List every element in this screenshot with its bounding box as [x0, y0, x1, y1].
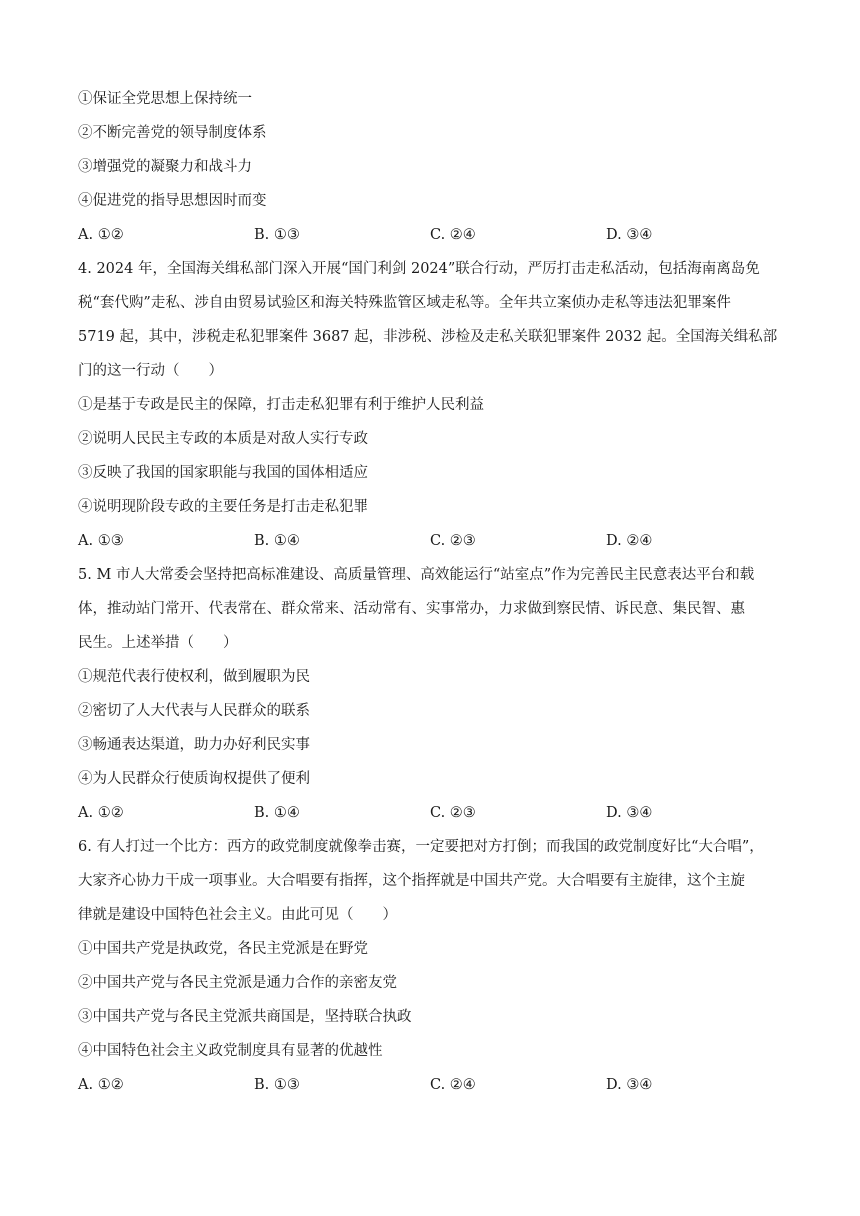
question-5-item-4: ④为人民群众行使质询权提供了便利 [78, 771, 310, 787]
question-3-option-d[interactable]: D. ③④ [606, 227, 653, 243]
question-5-stem-line: 5. M 市人大常委会坚持把高标准建设、高质量管理、高效能运行“站室点”作为完善民主民意表达平台和载 [78, 567, 755, 583]
question-3-options [78, 218, 784, 252]
question-6-stem-line: 大家齐心协力干成一项事业。大合唱要有指挥，这个指挥就是中国共产党。大合唱要有主旋律，这个主旋 [78, 873, 745, 889]
question-3-item-3: ③增强党的凝聚力和战斗力 [78, 159, 252, 175]
question-4-option-b[interactable]: B. ①④ [254, 533, 300, 549]
question-5-item-2: ②密切了人大代表与人民群众的联系 [78, 703, 310, 719]
question-4-stem-line: 门的这一行动（ ） [78, 363, 223, 379]
question-5 [78, 558, 784, 830]
question-6-option-b[interactable]: B. ①③ [254, 1077, 300, 1093]
question-4-stem-line: 5719 起，其中，涉税走私犯罪案件 3687 起，非涉税、涉检及走私关联犯罪案件 2032 起。全国海关缉私部 [78, 329, 778, 345]
question-5-options [78, 796, 784, 830]
question-3-item-4: ④促进党的指导思想因时而变 [78, 193, 267, 209]
question-5-option-a[interactable]: A. ①② [78, 805, 124, 821]
question-3-option-c[interactable]: C. ②④ [430, 227, 476, 243]
question-5-stem-line: 体，推动站门常开、代表常在、群众常来、活动常有、实事常办，力求做到察民情、诉民意、集民智、惠 [78, 601, 745, 617]
question-6 [78, 830, 784, 1102]
question-4-item-3: ③反映了我国的国家职能与我国的国体相适应 [78, 465, 368, 481]
question-5-option-d[interactable]: D. ③④ [606, 805, 653, 821]
question-6-option-d[interactable]: D. ③④ [606, 1077, 653, 1093]
question-3-item-2: ②不断完善党的领导制度体系 [78, 125, 267, 141]
question-6-stem-line: 律就是建设中国特色社会主义。由此可见（ ） [78, 907, 397, 923]
question-3-item-1: ①保证全党思想上保持统一 [78, 91, 252, 107]
question-5-item-3: ③畅通表达渠道，助力办好利民实事 [78, 737, 310, 753]
question-4-item-2: ②说明人民民主专政的本质是对敌人实行专政 [78, 431, 368, 447]
question-3-option-b[interactable]: B. ①③ [254, 227, 300, 243]
question-3 [78, 82, 784, 252]
question-5-option-b[interactable]: B. ①④ [254, 805, 300, 821]
question-4-options [78, 524, 784, 558]
question-6-item-3: ③中国共产党与各民主党派共商国是，坚持联合执政 [78, 1009, 412, 1025]
question-4-item-1: ①是基于专政是民主的保障，打击走私犯罪有利于维护人民利益 [78, 397, 484, 413]
question-6-item-4: ④中国特色社会主义政党制度具有显著的优越性 [78, 1043, 383, 1059]
question-4-item-4: ④说明现阶段专政的主要任务是打击走私犯罪 [78, 499, 368, 515]
question-4-option-a[interactable]: A. ①③ [78, 533, 124, 549]
question-5-option-c[interactable]: C. ②③ [430, 805, 476, 821]
question-6-option-a[interactable]: A. ①② [78, 1077, 124, 1093]
question-5-item-1: ①规范代表行使权利，做到履职为民 [78, 669, 310, 685]
question-4-option-d[interactable]: D. ②④ [606, 533, 653, 549]
question-6-item-1: ①中国共产党是执政党，各民主党派是在野党 [78, 941, 368, 957]
question-4-stem-line: 4. 2024 年，全国海关缉私部门深入开展“国门利剑 2024”联合行动，严厉打击走私活动，包括海南离岛免 [78, 261, 760, 277]
question-3-option-a[interactable]: A. ①② [78, 227, 124, 243]
question-6-option-c[interactable]: C. ②④ [430, 1077, 476, 1093]
question-4-stem-line: 税“套代购”走私、涉自由贸易试验区和海关特殊监管区域走私等。全年共立案侦办走私等违法犯罪案件 [78, 295, 731, 311]
question-6-item-2: ②中国共产党与各民主党派是通力合作的亲密友党 [78, 975, 397, 991]
exam-page [78, 82, 784, 1102]
question-5-stem-line: 民生。上述举措（ ） [78, 635, 238, 651]
question-4 [78, 252, 784, 558]
question-4-option-c[interactable]: C. ②③ [430, 533, 476, 549]
question-6-stem-line: 6. 有人打过一个比方：西方的政党制度就像拳击赛，一定要把对方打倒；而我国的政党制度好比“大合唱”， [78, 839, 764, 855]
question-6-options [78, 1068, 784, 1102]
